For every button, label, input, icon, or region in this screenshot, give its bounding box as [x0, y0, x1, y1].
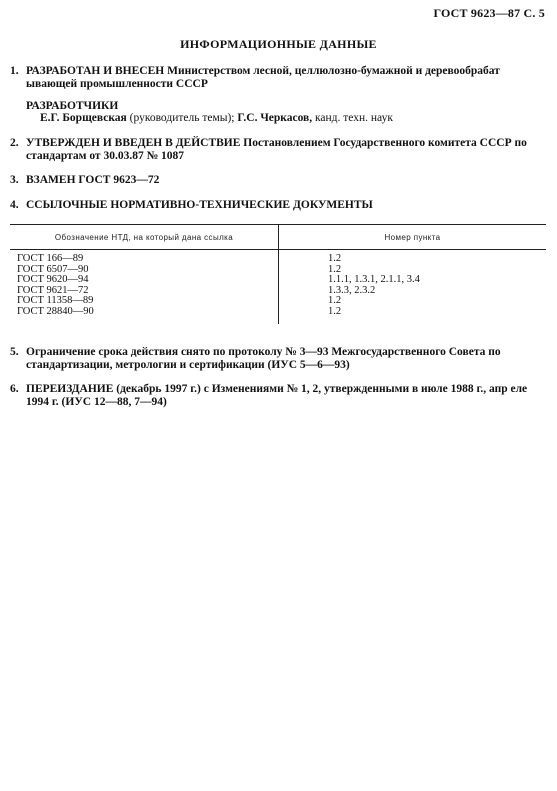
developer-role-2: канд. техн. наук	[315, 112, 393, 124]
item-number: 6.	[10, 383, 19, 395]
info-item-6	[10, 383, 546, 409]
developer-name-1: Е.Г. Борщевская	[40, 112, 127, 124]
ntd-cell: ГОСТ 6507—90	[17, 263, 89, 275]
clause-cell: 1.3.3, 2.3.2	[328, 284, 376, 296]
table-row	[10, 307, 546, 318]
item-caption: ВЗАМЕН ГОСТ 9623—72	[26, 174, 160, 186]
clause-cell: 1.2	[328, 253, 342, 264]
table-row	[10, 296, 546, 307]
table-header-clause: Номер пункта	[384, 233, 441, 242]
ntd-cell: ГОСТ 28840—90	[17, 305, 94, 317]
table-header-rule	[10, 249, 546, 250]
clause-cell: 1.2	[328, 305, 342, 317]
clause-cell: 1.1.1, 1.3.1, 2.1.1, 3.4	[328, 274, 420, 285]
item-text: Ограничение срока действия снято по протоколу № 3—93 Межгосударственного Совета по стандартизации, метрологии и сертификации (ИУС 5—6—93)	[26, 346, 501, 371]
item-number: 3.	[10, 174, 19, 186]
developer-role-1: (руководитель темы);	[129, 112, 235, 124]
item-number: 2.	[10, 137, 19, 149]
item-caption: ССЫЛОЧНЫЕ НОРМАТИВНО-ТЕХНИЧЕСКИЕ ДОКУМЕНТЫ	[26, 199, 373, 211]
page-title: ИНФОРМАЦИОННЫЕ ДАННЫЕ	[180, 37, 377, 51]
ntd-cell: ГОСТ 166—89	[17, 253, 84, 264]
info-item-3	[10, 174, 546, 187]
ntd-cell: ГОСТ 9620—94	[17, 274, 89, 285]
table-row	[10, 275, 546, 286]
item-text: Постановлением Государственного комитета СССР по стандартам от 30.03.87 № 1087	[26, 137, 527, 162]
developer-name-2: Г.С. Черкасов,	[237, 112, 313, 124]
table-row	[10, 254, 546, 265]
page-header: ГОСТ 9623—87 С. 5	[433, 6, 545, 20]
item-text: (декабрь 1997 г.) с Изменениями № 1, 2, утвержденными в июле 1988 г., апр еле 1994 г. (ИУС 12—88, 7—94)	[26, 383, 528, 408]
table-row	[10, 265, 546, 276]
info-item-5	[10, 346, 546, 372]
info-item-4	[10, 199, 546, 212]
info-item-1	[10, 65, 546, 91]
table-header-ntd: Обозначение НТД, на который дана ссылка	[54, 233, 234, 242]
ntd-cell: ГОСТ 11358—89	[17, 295, 94, 306]
clause-cell: 1.2	[328, 263, 342, 275]
item-number: 5.	[10, 346, 19, 358]
item-number: 1.	[10, 65, 19, 77]
item-caption: УТВЕРЖДЕН И ВВЕДЕН В ДЕЙСТВИЕ	[26, 137, 241, 149]
developers-heading: РАЗРАБОТЧИКИ	[26, 100, 119, 112]
clause-cell: 1.2	[328, 295, 342, 306]
ntd-cell: ГОСТ 9621—72	[17, 284, 89, 296]
item-number: 4.	[10, 199, 19, 211]
info-item-2	[10, 137, 546, 163]
item-caption: ПЕРЕИЗДАНИЕ	[26, 383, 114, 395]
developers-line	[40, 112, 393, 124]
item-caption: РАЗРАБОТАН И ВНЕСЕН	[26, 65, 165, 77]
item-text: Министерством лесной, целлюлозно-бумажной и деревообрабат ывающей промышленности СССР	[26, 65, 500, 90]
